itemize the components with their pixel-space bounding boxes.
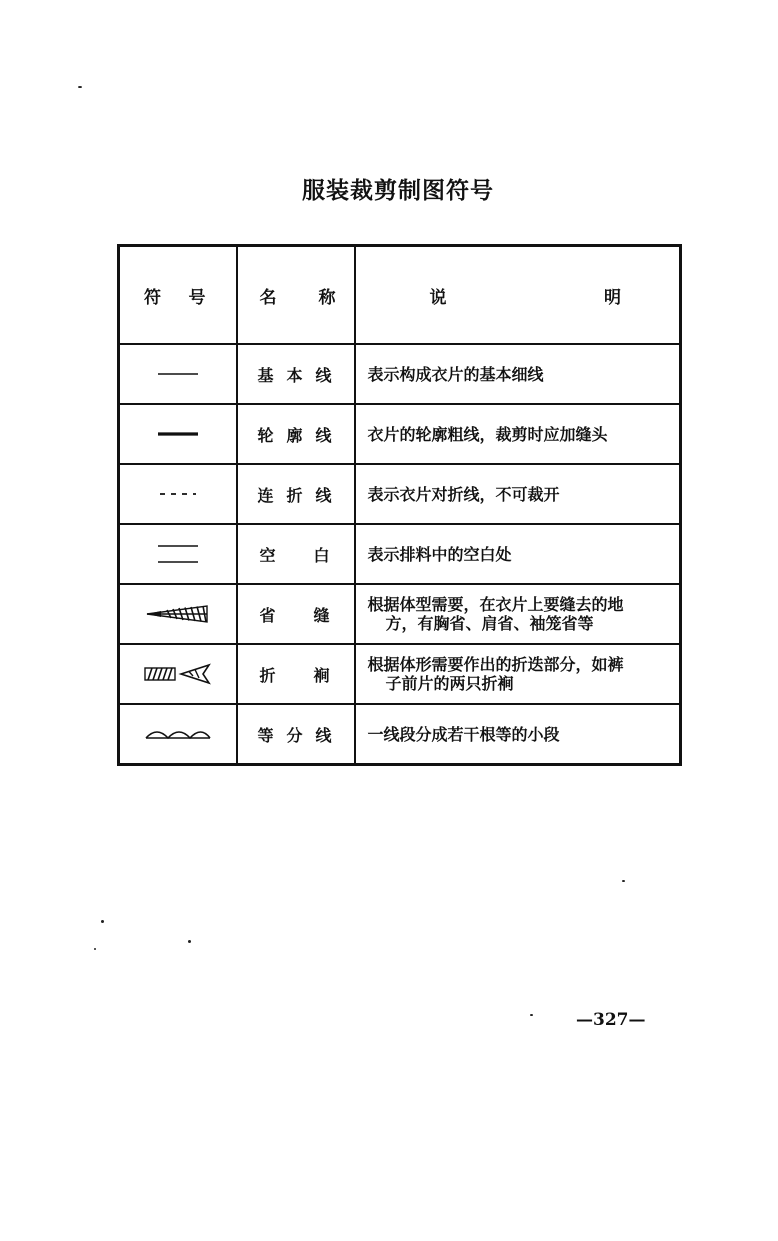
description-cell: [355, 404, 681, 464]
name-char: 轮: [257, 425, 274, 445]
name-char: 省: [259, 605, 276, 625]
header-name-char: 名: [259, 287, 277, 308]
thick-line-icon: [156, 429, 200, 439]
name-char: 廓: [286, 425, 303, 445]
equal-division-icon: [144, 726, 212, 742]
scan-speck: [101, 920, 104, 923]
description-text: 表示构成衣片的基本细线: [367, 364, 544, 384]
scan-speck: [530, 1014, 533, 1016]
name-char: 缝: [313, 605, 330, 625]
symbol-cell: [119, 704, 237, 765]
description-cell: [355, 344, 681, 404]
header-symbol-char: 号: [188, 287, 206, 308]
table-row: [119, 344, 681, 404]
double-line-icon: [156, 543, 200, 565]
thin-line-icon: [156, 369, 200, 379]
description-text: 表示排料中的空白处: [367, 544, 512, 564]
table-row: [119, 464, 681, 524]
table-row: [119, 584, 681, 644]
name-cell: [237, 524, 355, 584]
name-char: 连: [257, 485, 274, 505]
symbol-cell: [119, 524, 237, 584]
description-text: 根据体型需要，在衣片上要缝去的地: [367, 595, 624, 614]
name-char: 折: [259, 665, 276, 685]
symbol-cell: [119, 584, 237, 644]
name-char: 折: [286, 485, 303, 505]
table-row: [119, 524, 681, 584]
description-cell: [355, 524, 681, 584]
description-cell: [355, 644, 681, 704]
name-cell: [237, 344, 355, 404]
name-cell: [237, 584, 355, 644]
symbol-cell: [119, 404, 237, 464]
pleat-icon: [143, 662, 213, 686]
header-symbol: [119, 246, 237, 345]
scan-speck: [78, 86, 82, 88]
table-row: [119, 404, 681, 464]
scan-speck: [94, 948, 96, 950]
name-char: 裥: [313, 665, 330, 685]
dart-icon: [145, 602, 211, 626]
symbol-cell: [119, 344, 237, 404]
description-text: 子前片的两只折裥: [385, 674, 514, 693]
symbol-cell: [119, 644, 237, 704]
description-text: 方，有胸省、肩省、袖笼省等: [385, 614, 594, 633]
name-char: 分: [286, 725, 303, 745]
description-text: 一线段分成若干根等的小段: [367, 724, 560, 744]
page-number: —327—: [576, 1010, 646, 1030]
header-description-char: 说: [429, 287, 447, 308]
name-cell: [237, 644, 355, 704]
description-cell: [355, 584, 681, 644]
scan-speck: [188, 940, 191, 943]
name-char: 基: [257, 365, 274, 385]
description-text: 衣片的轮廓粗线，裁剪时应加缝头: [367, 424, 608, 444]
table-row: [119, 644, 681, 704]
header-name: [237, 246, 355, 345]
name-cell: [237, 704, 355, 765]
description-text: 表示衣片对折线，不可裁开: [367, 484, 560, 504]
symbol-cell: [119, 464, 237, 524]
description-text: 根据体形需要作出的折迭部分，如裤: [367, 655, 624, 674]
description-cell: [355, 464, 681, 524]
name-char: 线: [315, 485, 332, 505]
scan-speck: [622, 880, 625, 882]
name-char: 空: [259, 545, 276, 565]
header-name-char: 称: [318, 287, 336, 308]
name-char: 本: [286, 365, 303, 385]
name-cell: [237, 464, 355, 524]
page-title: 服装裁剪制图符号: [302, 177, 494, 204]
symbol-table: [117, 244, 682, 766]
header-description-char: 明: [604, 287, 621, 308]
dashed-line-icon: [156, 489, 200, 499]
name-cell: [237, 404, 355, 464]
header-description: [355, 246, 681, 345]
header-symbol-char: 符: [144, 287, 161, 308]
table-row: [119, 704, 681, 765]
name-char: 线: [315, 425, 332, 445]
name-char: 线: [315, 725, 332, 745]
description-cell: [355, 704, 681, 765]
name-char: 等: [257, 725, 274, 745]
table-header-row: [119, 246, 681, 345]
name-char: 线: [315, 365, 332, 385]
name-char: 白: [313, 545, 330, 565]
